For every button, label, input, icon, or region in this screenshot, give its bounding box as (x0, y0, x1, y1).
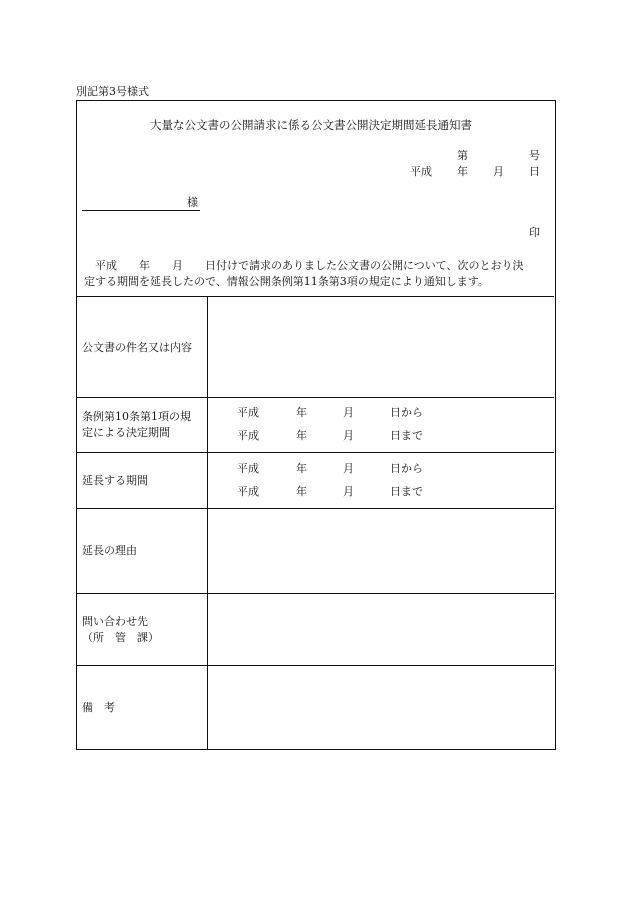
row-label-reason: 延長の理由 (82, 544, 137, 557)
date-year: 年 (457, 165, 468, 178)
period-from: 日から (390, 462, 423, 475)
doc-number-go: 号 (529, 149, 540, 162)
period-year: 年 (296, 406, 307, 419)
row-divider (77, 397, 554, 398)
period-month: 月 (343, 485, 354, 498)
row-divider (77, 296, 554, 297)
recipient-suffix: 様 (187, 196, 198, 209)
notice-body-line1: 平成 年 月 日付けで請求のありました公文書の公開について、次のとおり決 (95, 259, 524, 272)
date-era: 平成 (410, 165, 432, 178)
row-divider (77, 593, 554, 594)
date-day: 日 (529, 165, 540, 178)
period-era: 平成 (237, 462, 259, 475)
period-year: 年 (296, 429, 307, 442)
recipient-line (82, 210, 200, 211)
seal-mark: 印 (529, 226, 540, 239)
period-month: 月 (343, 429, 354, 442)
notice-body (84, 258, 552, 290)
period-era: 平成 (237, 429, 259, 442)
doc-number-dai: 第 (457, 149, 468, 162)
period-from: 日から (390, 406, 423, 419)
row-label-decision-period: 条例第10条第1項の規 定による決定期間 (82, 410, 191, 439)
period-to: 日まで (390, 429, 423, 442)
period-year: 年 (296, 462, 307, 475)
notice-body-line2: 定する期間を延長したので、情報公開条例第11条第3項の規定により通知します。 (84, 275, 489, 288)
period-era: 平成 (237, 406, 259, 419)
date-month: 月 (493, 165, 504, 178)
row-divider (77, 452, 554, 453)
row-divider (77, 508, 554, 509)
row-label-subject: 公文書の件名又は内容 (82, 341, 192, 354)
period-era: 平成 (237, 485, 259, 498)
row-label-remarks: 備 考 (82, 701, 115, 714)
row-label-contact: 問い合わせ先 （所 管 課） (82, 615, 159, 644)
period-month: 月 (343, 406, 354, 419)
column-divider (207, 296, 208, 749)
period-month: 月 (343, 462, 354, 475)
form-id: 別記第3号様式 (76, 85, 149, 98)
row-label-extension-period: 延長する期間 (82, 474, 148, 487)
document-title: 大量な公文書の公開請求に係る公文書公開決定期間延長通知書 (150, 118, 472, 132)
period-to: 日まで (390, 485, 423, 498)
period-year: 年 (296, 485, 307, 498)
row-divider (77, 665, 554, 666)
